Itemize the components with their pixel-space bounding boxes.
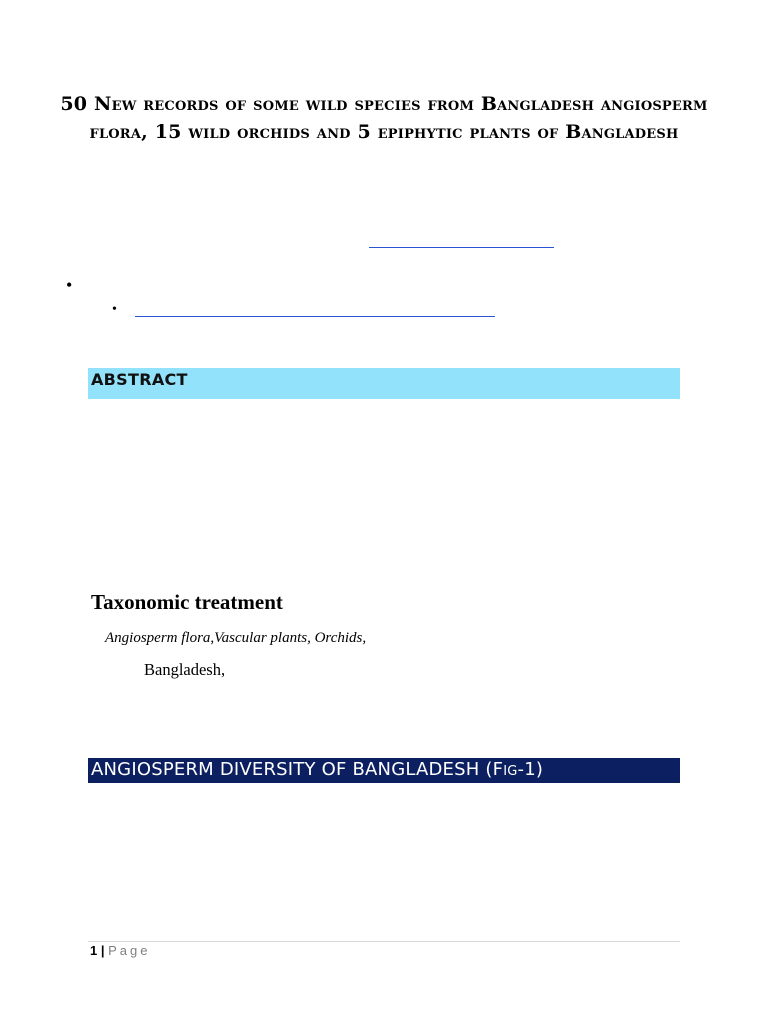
section-heading-bar <box>88 758 680 783</box>
footer-separator: | <box>100 943 105 958</box>
taxonomic-treatment-heading: Taxonomic treatment <box>91 590 283 614</box>
bullet-level-2: • <box>112 302 117 317</box>
author-link[interactable] <box>369 247 554 248</box>
page-footer <box>90 943 151 958</box>
section-heading-main: ANGIOSPERM DIVERSITY OF BANGLADESH ( <box>91 759 493 780</box>
section-heading-close: ) <box>535 759 544 780</box>
footer-divider <box>88 941 680 942</box>
abstract-heading-bar <box>88 368 680 399</box>
document-title: 50 New records of some wild species from Bangladesh angiosperm flora, 15 wild orchids and 5 epiphytic plants of Bangladesh <box>60 93 708 143</box>
section-heading-fig: Fig-1 <box>492 759 536 780</box>
keywords-text: Angiosperm flora,Vascular plants, Orchids, <box>105 630 367 646</box>
place-text: Bangladesh, <box>144 660 226 679</box>
affiliation-link[interactable] <box>135 316 495 317</box>
section-heading <box>91 759 543 780</box>
page-label: Page <box>108 943 151 958</box>
bullet-level-1: • <box>66 275 73 295</box>
abstract-heading: ABSTRACT <box>91 370 188 389</box>
page-number: 1 <box>90 943 98 958</box>
